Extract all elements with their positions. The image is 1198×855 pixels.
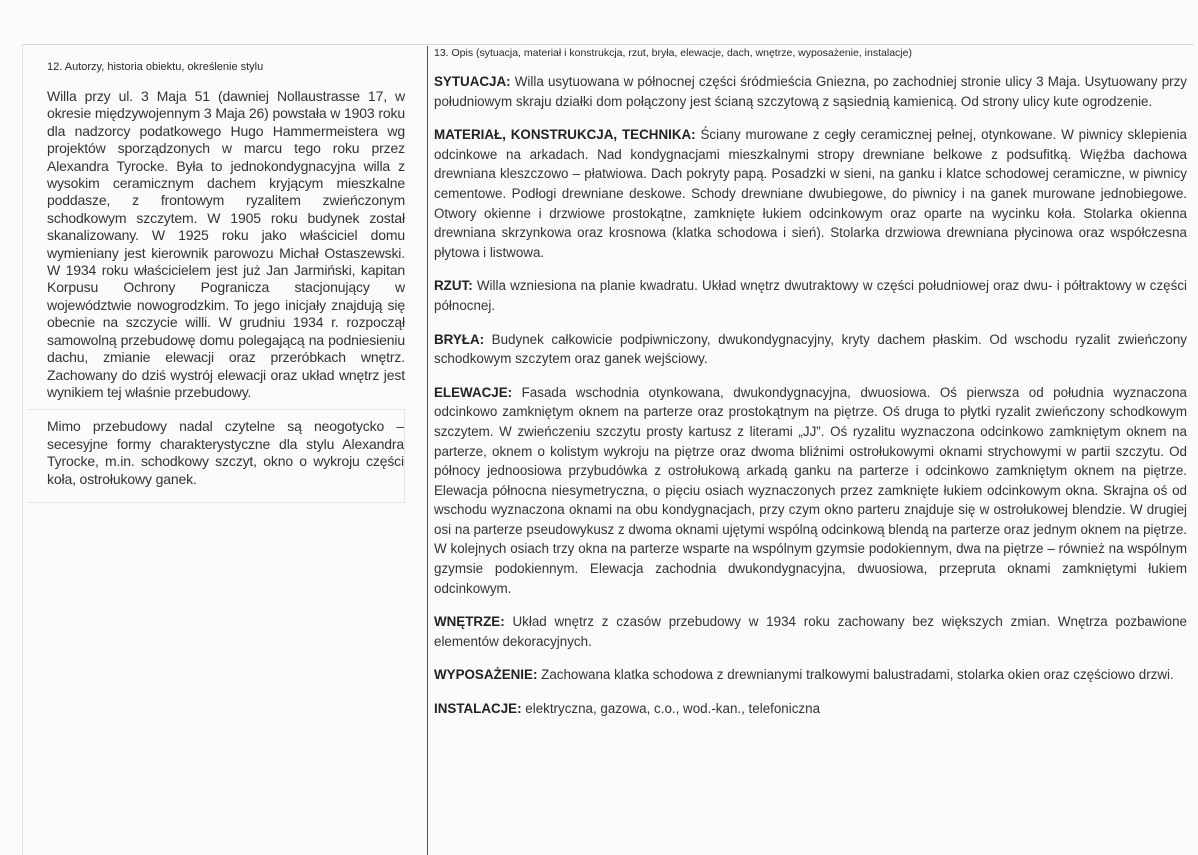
history-heading: 12. Autorzy, historia obiektu, określenie stylu (47, 61, 264, 73)
section-label: WYPOSAŻENIE: (434, 667, 538, 683)
style-paragraph: Mimo przebudowy nadal czytelne są neogotycko – secesyjne formy charakterystyczne dla stylu Alexandra Tyrocke, m.in. schodkowy szczyt, okno o wykroju części koła, ostrołukowy ganek. (47, 418, 404, 487)
description-column (434, 46, 1187, 733)
section-text: Ściany murowane z cegły ceramicznej pełnej, otynkowane. W piwnicy sklepienia odcinkowe na arkadach. Nad kondygnacjami mieszkalnymi stropy drewniane belkowe z podsufitką. Więźba dachowa drewniana kleszczowo – płatwiowa. Dach pokryty papą. Posadzki w sieni, na ganku i klatce schodowej ceramiczne, w piwnicy cementowe. Podłogi drewniane deskowe. Schody drewniane dwubiegowe, do piwnicy i na ganek murowane jednobiegowe. Otwory okienne i drzwiowe prostokątne, zamknięte łukiem odcinkowym oraz oparte na wycinku koła. Stolarka okienna drewniana skrzynkowa oraz krosnowa (klatka schodowa i sień). Stolarka drzwiowa drewniana płycinowa oraz współczesna płytowa i listwowa. (434, 127, 1187, 260)
section-text: elektryczna, gazowa, c.o., wod.-kan., telefoniczna (521, 701, 821, 717)
section-label: INSTALACJE: (434, 701, 522, 717)
section-label: MATERIAŁ, KONSTRUKCJA, TECHNIKA: (434, 127, 696, 143)
section-instalacje (434, 699, 1187, 719)
section-material (434, 125, 1187, 262)
section-bryla (434, 330, 1187, 369)
style-box (27, 409, 405, 503)
section-label: WNĘTRZE: (434, 614, 505, 630)
history-column (27, 60, 405, 503)
history-paragraph: Willa przy ul. 3 Maja 51 (dawniej Nollaustrasse 17, w okresie międzywojennym 3 Maja 26) powstała w 1903 roku dla nadzorcy podatkowego Hugo Hammermeistera wg projektów sporządzonych w marcu tego roku przez Alexandra Tyrocke. Była to jednokondygnacyjna willa z wysokim ceramicznym dachem kryjącym mieszkalne poddasze, z frontowym ryzalitem zwieńczonym schodkowym szczytem. W 1905 roku budynek został skanalizowany. W 1925 roku jako właściciel domu wymieniany jest kierownik parowozu Michał Ostaszewski. W 1934 roku właścicielem jest już Jan Jarmiński, kapitan Korpusu Ochrony Pogranicza stacjonujący w województwie nowogrodzkim. To jego inicjały znajdują się obecnie na szczycie willi. W grudniu 1934 r. rozpoczął samowolną przebudowę domu polegającą na podniesieniu dachu, zmianie elewacji oraz przeróbkach wnętrz. Zachowany do dziś wystrój elewacji oraz układ wnętrz jest wynikiem tej właśnie przebudowy. (47, 88, 405, 400)
section-text: Układ wnętrz z czasów przebudowy w 1934 roku zachowany bez większych zmian. Wnętrza pozbawione elementów dekoracyjnych. (434, 614, 1187, 649)
history-text-block (27, 60, 405, 401)
section-sytuacja (434, 72, 1187, 111)
description-heading: 13. Opis (sytuacja, materiał i konstrukcja, rzut, bryła, elewacje, dach, wnętrze, wyposażenie, instalacje) (434, 47, 912, 59)
section-text: Zachowana klatka schodowa z drewnianymi tralkowymi balustradami, stolarka okien oraz częściowo drzwi. (537, 667, 1174, 683)
column-divider (427, 46, 428, 855)
section-label: ELEWACJE: (434, 384, 513, 400)
section-wnetrze (434, 612, 1187, 651)
section-wyposazenie (434, 665, 1187, 685)
section-label: RZUT: (434, 278, 473, 294)
section-elewacje (434, 383, 1187, 599)
section-text: Willa wzniesiona na planie kwadratu. Układ wnętrz dwutraktowy w części południowej oraz dwu- i półtraktowy w części północnej. (434, 278, 1187, 313)
section-rzut (434, 276, 1187, 315)
section-text: Willa usytuowana w północnej części śródmieścia Gniezna, po zachodniej stronie ulicy 3 Maja. Usytuowany przy południowym skraju działki dom połączony jest ścianą szczytową z sąsiednią kamienicą. Od strony ulicy kute ogrodzenie. (434, 74, 1187, 109)
section-label: SYTUACJA: (434, 74, 511, 89)
section-text: Budynek całkowicie podpiwniczony, dwukondygnacyjny, kryty dachem płaskim. Od wschodu ryzalit zwieńczony schodkowym szczytem oraz ganek wejściowy. (434, 331, 1187, 367)
section-label: BRYŁA: (434, 331, 485, 347)
section-text: Fasada wschodnia otynkowana, dwukondygnacyjna, dwuosiowa. Oś pierwsza od południa wyznaczona odcinkowo zamkniętym oknem na parterze oraz prostokątnym na piętrze. Oś druga to płytki ryzalit zwieńczony schodkowym szczytem. W zwieńczeniu szczytu prosty kartusz z literami „JJ”. Oś ryzalitu wyznaczona odcinkowo zamkniętym oknem na parterze, oknem o kolistym wykroju na piętrze oraz dwoma bliźnimi ostrołukowymi oknami strychowymi w partii szczytu. Od północy jednoosiowa przybudówka z ostrołukową arkadą ganku na parterze i odcinkowo zamkniętym oknem na piętrze. Elewacja północna niesymetryczna, o pięciu osiach wyznaczonych przez zamknięte łukiem odcinkowym okna. Skrajna oś od wschodu wyznaczona oknami na obu kondygnacjach, przy czym okno parteru znajduje się w ostrołukowej blendzie. W drugiej osi na parterze pseudowykusz z dwoma oknami ujętymi wspólną odcinkową blendą na parterze oraz jednym oknem na piętrze. W kolejnych osiach trzy okna na parterze wsparte na wspólnym gzymsie podokiennym, dwa na piętrze – również na wspólnym gzymsie podokiennym. Elewacja zachodnia dwukondygnacyjna, dwuosiowa, przepruta oknami zamkniętymi łukiem odcinkowym. (434, 384, 1187, 596)
